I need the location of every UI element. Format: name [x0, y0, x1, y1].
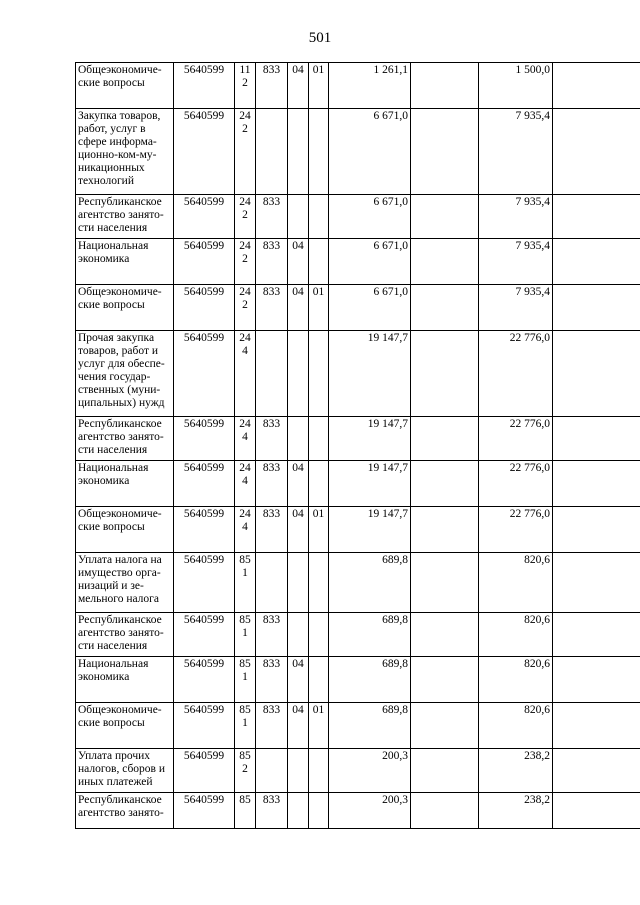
row-empty-1 [411, 239, 479, 285]
row-amount-1: 19 147,7 [329, 417, 411, 461]
row-expense-type: 851 [235, 657, 256, 703]
row-code: 5640599 [174, 657, 235, 703]
row-name: Общеэкономиче-ские вопросы [76, 703, 174, 749]
row-subsection [309, 109, 329, 195]
row-empty-1 [411, 417, 479, 461]
row-expense-type: 112 [235, 63, 256, 109]
row-expense-type: 852 [235, 749, 256, 793]
row-amount-2: 820,6 [479, 657, 553, 703]
row-expense-type: 244 [235, 461, 256, 507]
row-empty-1 [411, 285, 479, 331]
row-ministry-code: 833 [256, 657, 288, 703]
row-name: Общеэкономиче-ские вопросы [76, 63, 174, 109]
row-amount-1: 6 671,0 [329, 195, 411, 239]
row-amount-2: 22 776,0 [479, 331, 553, 417]
row-empty-2 [553, 239, 640, 285]
row-section [288, 195, 309, 239]
row-section [288, 749, 309, 793]
table-row [76, 657, 640, 703]
row-amount-2: 7 935,4 [479, 195, 553, 239]
row-empty-2 [553, 285, 640, 331]
row-ministry-code [256, 331, 288, 417]
row-amount-2: 7 935,4 [479, 239, 553, 285]
row-name: Национальная экономика [76, 657, 174, 703]
row-section [288, 613, 309, 657]
row-code: 5640599 [174, 703, 235, 749]
row-ministry-code: 833 [256, 703, 288, 749]
row-subsection [309, 195, 329, 239]
row-code: 5640599 [174, 793, 235, 829]
row-amount-1: 1 261,1 [329, 63, 411, 109]
row-empty-1 [411, 461, 479, 507]
row-subsection [309, 657, 329, 703]
row-empty-2 [553, 793, 640, 829]
row-ministry-code [256, 749, 288, 793]
row-section [288, 417, 309, 461]
row-subsection [309, 553, 329, 613]
row-code: 5640599 [174, 285, 235, 331]
row-amount-1: 6 671,0 [329, 109, 411, 195]
table-row [76, 461, 640, 507]
row-name: Общеэкономиче-ские вопросы [76, 285, 174, 331]
row-subsection: 01 [309, 703, 329, 749]
row-section: 04 [288, 703, 309, 749]
row-name: Национальная экономика [76, 239, 174, 285]
table-row [76, 63, 640, 109]
row-amount-2: 22 776,0 [479, 417, 553, 461]
row-expense-type: 851 [235, 553, 256, 613]
table-row [76, 749, 640, 793]
row-empty-2 [553, 703, 640, 749]
row-expense-type: 244 [235, 507, 256, 553]
row-subsection: 01 [309, 507, 329, 553]
row-code: 5640599 [174, 553, 235, 613]
row-name: Общеэкономиче-ские вопросы [76, 507, 174, 553]
row-empty-2 [553, 195, 640, 239]
row-empty-2 [553, 553, 640, 613]
row-empty-1 [411, 331, 479, 417]
row-name: Уплата налога на имущество орга-низаций и зе-мельного налога [76, 553, 174, 613]
row-empty-2 [553, 109, 640, 195]
table-row [76, 239, 640, 285]
row-code: 5640599 [174, 195, 235, 239]
row-code: 5640599 [174, 749, 235, 793]
row-amount-1: 19 147,7 [329, 507, 411, 553]
row-subsection [309, 239, 329, 285]
row-section: 04 [288, 657, 309, 703]
row-ministry-code: 833 [256, 793, 288, 829]
row-ministry-code: 833 [256, 285, 288, 331]
row-empty-1 [411, 63, 479, 109]
row-empty-1 [411, 195, 479, 239]
row-subsection [309, 613, 329, 657]
row-section [288, 793, 309, 829]
row-section: 04 [288, 507, 309, 553]
table-row [76, 285, 640, 331]
row-subsection: 01 [309, 285, 329, 331]
row-code: 5640599 [174, 63, 235, 109]
row-section [288, 331, 309, 417]
row-amount-2: 7 935,4 [479, 285, 553, 331]
budget-table [75, 62, 640, 829]
row-empty-1 [411, 613, 479, 657]
row-empty-1 [411, 657, 479, 703]
row-name: Республиканское агентство занято-сти населения [76, 195, 174, 239]
row-amount-1: 6 671,0 [329, 285, 411, 331]
table-body [76, 63, 640, 829]
table-row [76, 195, 640, 239]
row-section: 04 [288, 63, 309, 109]
row-empty-2 [553, 507, 640, 553]
row-empty-2 [553, 331, 640, 417]
row-section: 04 [288, 239, 309, 285]
row-expense-type: 851 [235, 613, 256, 657]
row-amount-1: 6 671,0 [329, 239, 411, 285]
row-code: 5640599 [174, 417, 235, 461]
row-amount-2: 1 500,0 [479, 63, 553, 109]
row-empty-2 [553, 461, 640, 507]
table-row [76, 507, 640, 553]
row-amount-1: 689,8 [329, 657, 411, 703]
row-empty-2 [553, 613, 640, 657]
row-ministry-code: 833 [256, 239, 288, 285]
row-empty-2 [553, 63, 640, 109]
row-empty-2 [553, 417, 640, 461]
row-amount-2: 22 776,0 [479, 461, 553, 507]
table-row [76, 553, 640, 613]
row-empty-2 [553, 657, 640, 703]
table-row [76, 109, 640, 195]
row-amount-2: 820,6 [479, 613, 553, 657]
row-ministry-code: 833 [256, 461, 288, 507]
row-empty-1 [411, 109, 479, 195]
row-code: 5640599 [174, 461, 235, 507]
row-ministry-code [256, 109, 288, 195]
row-section [288, 109, 309, 195]
row-name: Республиканское агентство занято- [76, 793, 174, 829]
row-empty-2 [553, 749, 640, 793]
row-amount-1: 689,8 [329, 703, 411, 749]
row-empty-1 [411, 749, 479, 793]
row-expense-type: 242 [235, 109, 256, 195]
row-expense-type: 85 [235, 793, 256, 829]
row-code: 5640599 [174, 331, 235, 417]
row-ministry-code: 833 [256, 507, 288, 553]
row-code: 5640599 [174, 613, 235, 657]
row-subsection [309, 331, 329, 417]
row-subsection [309, 417, 329, 461]
page-number: 501 [308, 30, 332, 46]
row-ministry-code: 833 [256, 417, 288, 461]
row-amount-2: 7 935,4 [479, 109, 553, 195]
row-amount-1: 200,3 [329, 749, 411, 793]
row-amount-1: 19 147,7 [329, 461, 411, 507]
row-subsection: 01 [309, 63, 329, 109]
row-expense-type: 242 [235, 239, 256, 285]
row-name: Уплата прочих налогов, сборов и иных платежей [76, 749, 174, 793]
row-code: 5640599 [174, 109, 235, 195]
row-expense-type: 242 [235, 195, 256, 239]
row-name: Республиканское агентство занято-сти населения [76, 417, 174, 461]
row-section: 04 [288, 461, 309, 507]
row-empty-1 [411, 553, 479, 613]
row-amount-1: 689,8 [329, 613, 411, 657]
row-ministry-code [256, 553, 288, 613]
row-ministry-code: 833 [256, 613, 288, 657]
row-section: 04 [288, 285, 309, 331]
table-row [76, 613, 640, 657]
table-row [76, 703, 640, 749]
row-name: Закупка товаров, работ, услуг в сфере информа-ционно-ком-му-никационных технологий [76, 109, 174, 195]
row-amount-2: 238,2 [479, 793, 553, 829]
row-section [288, 553, 309, 613]
row-code: 5640599 [174, 239, 235, 285]
row-amount-1: 19 147,7 [329, 331, 411, 417]
row-empty-1 [411, 507, 479, 553]
row-code: 5640599 [174, 507, 235, 553]
row-name: Прочая закупка товаров, работ и услуг для обеспе-чения государ-ственных (муни-ципальных) нужд [76, 331, 174, 417]
row-name: Национальная экономика [76, 461, 174, 507]
row-amount-2: 22 776,0 [479, 507, 553, 553]
row-amount-2: 238,2 [479, 749, 553, 793]
row-subsection [309, 461, 329, 507]
row-empty-1 [411, 793, 479, 829]
row-expense-type: 851 [235, 703, 256, 749]
row-subsection [309, 749, 329, 793]
table-row [76, 331, 640, 417]
row-amount-1: 689,8 [329, 553, 411, 613]
row-amount-2: 820,6 [479, 703, 553, 749]
row-expense-type: 244 [235, 417, 256, 461]
row-ministry-code: 833 [256, 195, 288, 239]
row-empty-1 [411, 703, 479, 749]
row-ministry-code: 833 [256, 63, 288, 109]
table-row [76, 793, 640, 829]
row-amount-1: 200,3 [329, 793, 411, 829]
row-amount-2: 820,6 [479, 553, 553, 613]
row-subsection [309, 793, 329, 829]
table-row [76, 417, 640, 461]
row-expense-type: 244 [235, 331, 256, 417]
row-expense-type: 242 [235, 285, 256, 331]
row-name: Республиканское агентство занято-сти населения [76, 613, 174, 657]
